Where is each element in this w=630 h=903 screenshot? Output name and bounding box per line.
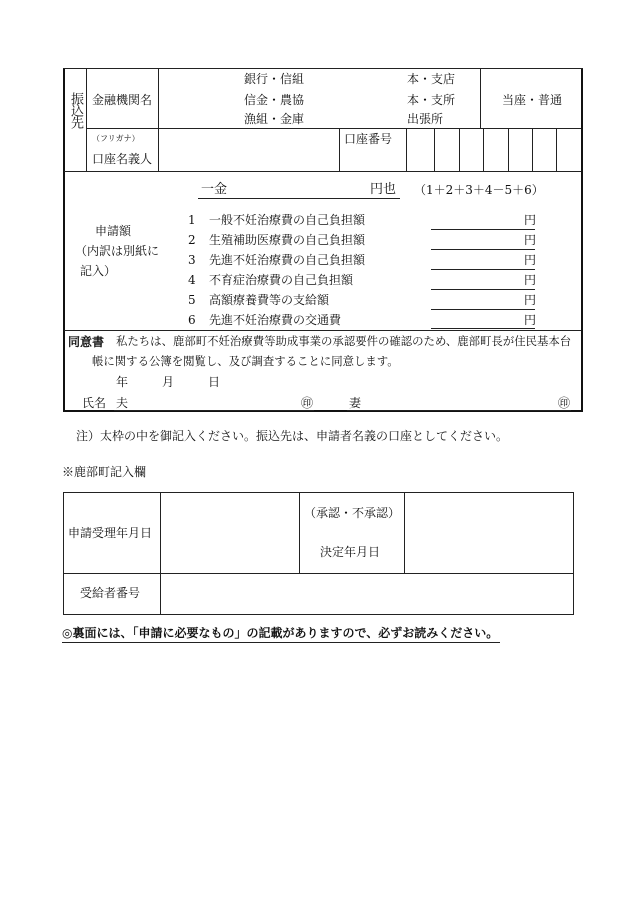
acct-digit-divider-3 bbox=[483, 128, 484, 171]
received-date-field[interactable] bbox=[162, 494, 297, 572]
consent-text-line-2: 帳に関する公簿を閲覧し、及び調査することに同意します。 bbox=[92, 354, 399, 368]
item-number: 3 bbox=[188, 253, 196, 267]
consent-day-label: 日 bbox=[208, 375, 221, 389]
item-number: 6 bbox=[188, 313, 196, 327]
husband-signature-line bbox=[114, 410, 314, 411]
item-amount-line bbox=[431, 229, 535, 230]
total-amount-underline bbox=[198, 198, 400, 199]
wife-label: 妻 bbox=[349, 396, 362, 410]
office-decision-right bbox=[404, 492, 405, 573]
office-label-divider bbox=[160, 492, 161, 614]
item-label: 生殖補助医療費の自己負担額 bbox=[209, 233, 366, 247]
item-label: 先進不妊治療費の自己負担額 bbox=[209, 253, 366, 267]
office-decision-left bbox=[299, 492, 300, 573]
item-label: 不育症治療費の自己負担額 bbox=[209, 273, 354, 287]
transfer-section-label: 振込先 bbox=[68, 92, 83, 128]
acct-digit-divider-4 bbox=[508, 128, 509, 171]
item-amount-line bbox=[431, 309, 535, 310]
branch-type-option-1: 本・支所 bbox=[407, 93, 456, 107]
bank-label-divider bbox=[158, 68, 159, 171]
acct-digit-divider-5 bbox=[532, 128, 533, 171]
item-label: 先進不妊治療費の交通費 bbox=[209, 313, 342, 327]
bank-row-bottom bbox=[86, 128, 581, 129]
acct-digit-divider-0 bbox=[406, 128, 407, 171]
account-number-label: 口座番号 bbox=[344, 132, 393, 146]
office-section-title: ※鹿部町記入欄 bbox=[62, 465, 147, 479]
account-holder-input[interactable] bbox=[160, 130, 338, 170]
wife-seal-mark: ㊞ bbox=[558, 396, 571, 410]
approval-options: （承認・不承認） bbox=[304, 506, 401, 520]
item-number: 4 bbox=[188, 273, 196, 287]
consent-year-label: 年 bbox=[116, 375, 129, 389]
item-number: 1 bbox=[188, 213, 196, 227]
main-form-top-line bbox=[63, 68, 583, 69]
item-amount-line bbox=[431, 328, 535, 329]
reverse-side-notice-underline bbox=[62, 642, 500, 643]
acct-digit-divider-2 bbox=[459, 128, 460, 171]
item-unit: 円 bbox=[524, 253, 537, 267]
item-unit: 円 bbox=[524, 273, 537, 287]
application-label-line-2: 記入） bbox=[80, 264, 117, 278]
item-number: 2 bbox=[188, 233, 196, 247]
application-label-line-1: （内訳は別紙に bbox=[75, 244, 160, 258]
item-unit: 円 bbox=[524, 233, 537, 247]
item-unit: 円 bbox=[524, 293, 537, 307]
husband-signature-field[interactable] bbox=[130, 394, 300, 410]
office-row-divider bbox=[63, 573, 573, 574]
item-unit: 円 bbox=[524, 313, 537, 327]
account-type-options: 当座・普通 bbox=[502, 93, 563, 107]
recipient-number-field[interactable] bbox=[162, 575, 571, 612]
branch-acct-divider bbox=[480, 68, 481, 128]
acct-number-label-left bbox=[339, 128, 340, 171]
branch-type-option-0: 本・支店 bbox=[407, 72, 456, 86]
item-number: 5 bbox=[188, 293, 196, 307]
total-formula: （1＋2＋3＋4－5＋6） bbox=[414, 183, 544, 197]
branch-type-option-2: 出張所 bbox=[407, 112, 444, 126]
bank-type-option-2: 漁組・金庫 bbox=[244, 112, 305, 126]
item-label: 高額療養費等の支給額 bbox=[209, 293, 330, 307]
furikomi-label-divider bbox=[86, 68, 87, 171]
form-instructions-note: 注）太枠の中を御記入ください。振込先は、申請者名義の口座としてください。 bbox=[76, 429, 509, 443]
recipient-number-label: 受給者番号 bbox=[80, 586, 141, 600]
total-suffix: 円也 bbox=[370, 182, 397, 197]
account-holder-label: 口座名義人 bbox=[92, 152, 153, 166]
item-amount-line bbox=[431, 269, 535, 270]
decision-date-label: 決定年月日 bbox=[320, 545, 381, 559]
bank-name-label: 金融機関名 bbox=[92, 93, 153, 107]
item-amount-line bbox=[431, 289, 535, 290]
application-label-line-0: 申請額 bbox=[95, 224, 132, 238]
signature-name-label: 氏名 bbox=[82, 396, 107, 410]
husband-label: 夫 bbox=[116, 396, 129, 410]
wife-signature-field[interactable] bbox=[364, 394, 554, 410]
item-amount-line bbox=[431, 249, 535, 250]
application-section-bottom bbox=[64, 330, 581, 331]
consent-title: 同意書 bbox=[68, 335, 105, 349]
husband-seal-mark: ㊞ bbox=[301, 396, 314, 410]
decision-date-field[interactable] bbox=[406, 494, 571, 572]
total-prefix: 一金 bbox=[201, 182, 228, 197]
consent-month-label: 月 bbox=[162, 375, 175, 389]
item-unit: 円 bbox=[524, 213, 537, 227]
acct-digit-divider-6 bbox=[556, 128, 557, 171]
reverse-side-notice: ◎裏面には、「申請に必要なもの」の記載がありますので、必ずお読みください。 bbox=[62, 626, 499, 640]
bank-type-option-0: 銀行・信組 bbox=[244, 72, 305, 86]
furigana-label: （フリガナ） bbox=[92, 134, 140, 143]
consent-text-line-1: 私たちは、鹿部町不妊治療費等助成事業の承認要件の確認のため、鹿部町長が住民基本台 bbox=[116, 334, 572, 348]
item-label: 一般不妊治療費の自己負担額 bbox=[209, 213, 366, 227]
received-date-label: 申請受理年月日 bbox=[68, 526, 153, 540]
bank-type-option-1: 信金・農協 bbox=[244, 93, 305, 107]
transfer-section-bottom bbox=[64, 171, 581, 172]
acct-digit-divider-1 bbox=[434, 128, 435, 171]
wife-signature-line bbox=[347, 410, 571, 411]
